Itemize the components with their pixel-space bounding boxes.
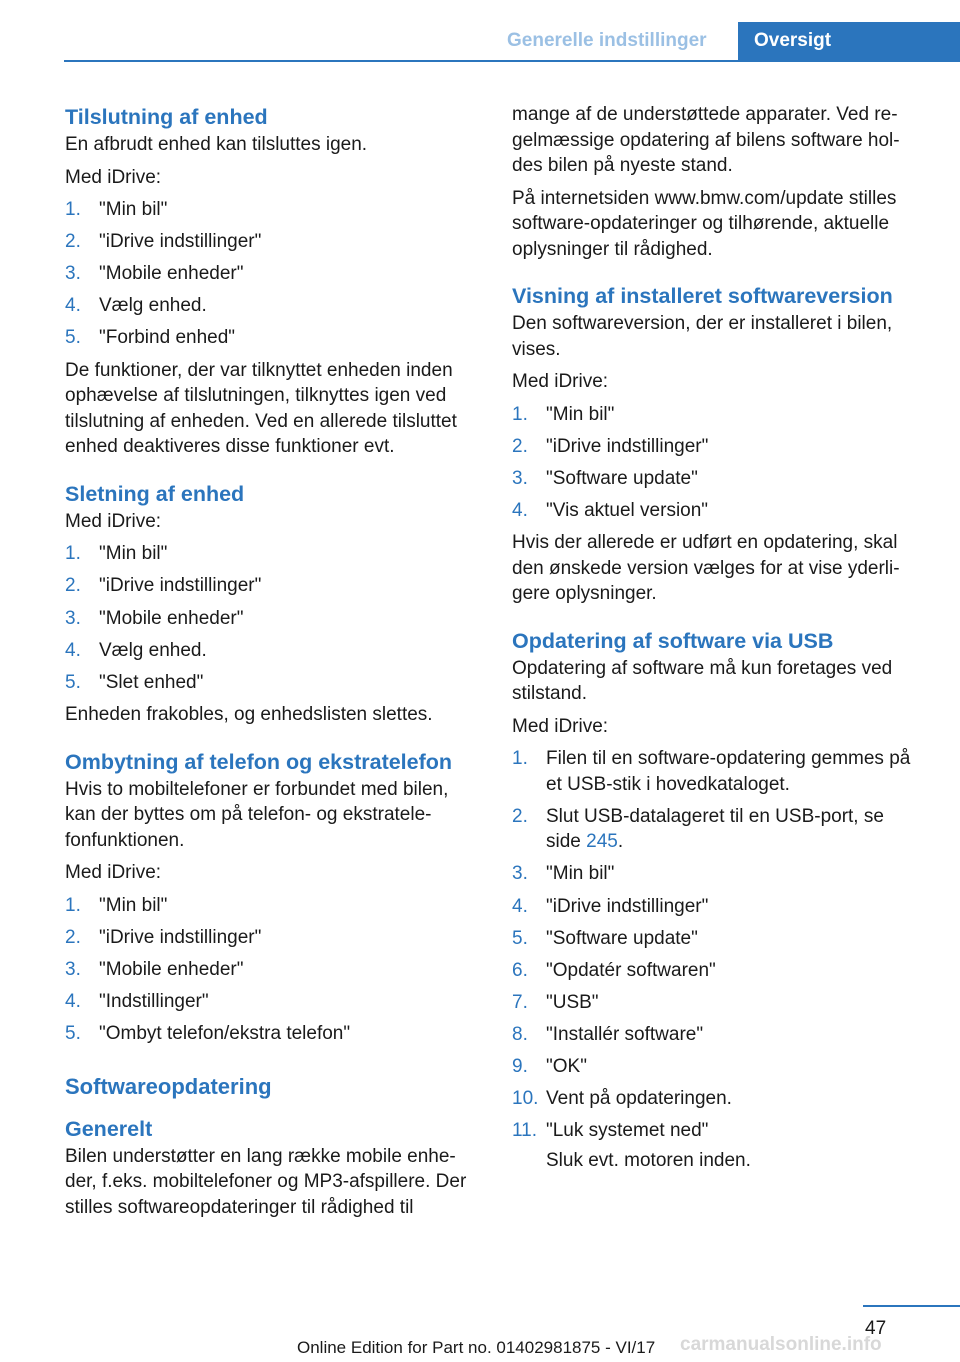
step-number: 5. [512, 927, 528, 949]
step-text: Vælg enhed. [99, 639, 207, 661]
list-item [65, 541, 479, 567]
step-number: 2. [65, 231, 81, 253]
step-text: Slut USB-datalageret til en USB-port, se side [546, 805, 884, 853]
list-item [65, 638, 479, 664]
step-number: 10. [512, 1088, 539, 1110]
step-text: "iDrive indstillinger" [99, 231, 262, 253]
list-item [65, 606, 479, 632]
step-number: 4. [65, 295, 81, 317]
list-item [65, 229, 479, 255]
list-item [512, 1118, 922, 1173]
paragraph: Med iDrive: [512, 371, 609, 392]
steps-list [65, 197, 479, 351]
right-column [512, 102, 922, 1180]
step-number: 2. [512, 805, 528, 827]
step-number: 5. [65, 671, 81, 693]
step-number: 5. [65, 1023, 81, 1045]
list-item [65, 261, 479, 287]
step-number: 2. [512, 435, 528, 457]
steps-list [512, 746, 922, 1173]
list-item [65, 893, 479, 919]
paragraph: Hvis to mobiltelefoner er forbundet med bilen, kan der byttes om på telefon- og ekstratele-fonfunktionen. [65, 778, 449, 851]
step-number: 3. [65, 607, 81, 629]
step-number: 8. [512, 1023, 528, 1045]
step-number: 2. [65, 926, 81, 948]
section-title-sletning: Sletning af enhed [65, 481, 245, 506]
step-text: "Indstillinger" [99, 991, 209, 1013]
list-item [65, 325, 479, 351]
list-item [65, 197, 479, 223]
step-text: "Software update" [546, 467, 698, 489]
step-number: 4. [65, 639, 81, 661]
header-tab-label: Oversigt [754, 30, 832, 51]
page-number: 47 [865, 1318, 887, 1339]
paragraph: Opdatering af software må kun foretages ved stilstand. [512, 657, 893, 705]
step-text: "Mobile enheder" [99, 958, 244, 980]
paragraph: Bilen understøtter en lang række mobile enhe-der, f.eks. mobiltelefoner og MP3-afspillere. Der stilles softwareopdateringer til rådighed til [65, 1145, 467, 1218]
paragraph: En afbrudt enhed kan tilsluttes igen. [65, 134, 368, 155]
step-number: 1. [512, 748, 528, 770]
step-text: Filen til en software-opdatering gemmes på et USB-stik i hovedkataloget. [546, 748, 911, 795]
section-title-ombytning: Ombytning af telefon og ekstratelefon [65, 749, 453, 774]
step-text: "OK" [546, 1056, 587, 1078]
list-item [512, 958, 922, 984]
list-item [65, 989, 479, 1015]
step-number: 9. [512, 1056, 528, 1078]
watermark: carmanualsonline.info [680, 1334, 882, 1355]
header-tab [738, 22, 960, 62]
step-number: 7. [512, 991, 528, 1013]
paragraph: Med iDrive: [512, 715, 609, 737]
left-column [65, 102, 479, 1227]
paragraph: Den softwareversion, der er installeret i bilen, vises. [512, 313, 893, 360]
step-number: 11. [512, 1120, 538, 1142]
step-text: "Min bil" [546, 403, 615, 425]
step-text: "Luk systemet ned" [546, 1120, 709, 1142]
list-item [512, 498, 922, 524]
paragraph: Med iDrive: [65, 862, 162, 884]
list-item [512, 894, 922, 920]
section-title-tilslutning: Tilslutning af enhed [65, 105, 268, 129]
step-text: "Opdatér softwaren" [546, 959, 716, 981]
step-number: 6. [512, 959, 528, 981]
step-text: "Min bil" [99, 199, 168, 220]
step-text: "Installér software" [546, 1023, 704, 1045]
step-number: 1. [65, 543, 81, 565]
list-item [65, 573, 479, 599]
step-number: 1. [65, 894, 81, 916]
paragraph: De funktioner, der var tilknyttet enheden inden ophævelse af tilslutningen, tilknyttes igen ved tilslutning af enheden. Ved en allerede tilsluttet enhed deaktiveres disse funktioner evt. [65, 359, 457, 458]
section-title-generelt: Generelt [65, 1116, 153, 1141]
step-text: Vælg enhed. [99, 295, 207, 317]
step-number: 1. [512, 403, 528, 425]
step-text: Vent på opdateringen. [546, 1088, 732, 1110]
list-item [512, 1054, 922, 1080]
section-title-usb-opdatering: Opdatering af software via USB [512, 628, 834, 653]
list-item [512, 861, 922, 887]
list-item [65, 670, 479, 696]
step-number: 4. [512, 499, 528, 521]
list-item [512, 990, 922, 1016]
step-number: 4. [65, 991, 81, 1013]
paragraph: Med iDrive: [65, 510, 162, 532]
steps-list [65, 541, 479, 695]
step-number: 3. [512, 863, 528, 885]
step-text: "Forbind enhed" [99, 327, 236, 349]
paragraph: mange af de understøttede apparater. Ved re-gelmæssige opdatering af bilens software hol-des bilen på nyeste stand. [512, 104, 900, 176]
step-text: "Software update" [546, 927, 698, 949]
step-text-end: . [617, 831, 624, 853]
step-text: "Slet enhed" [99, 671, 204, 693]
paragraph: Hvis der allerede er udført en opdatering, skal den ønskede version vælges for at vise yderli-gere oplysninger. [512, 532, 900, 605]
step-number: 3. [512, 467, 528, 489]
page-reference-link[interactable]: 245 [586, 831, 618, 853]
list-item [512, 1086, 922, 1112]
step-text: "Vis aktuel version" [546, 499, 709, 521]
list-item [512, 1022, 922, 1048]
step-number: 4. [512, 895, 528, 917]
section-title-visning: Visning af installeret softwareversion [512, 284, 893, 308]
step-subtext: Sluk evt. motoren inden. [546, 1149, 751, 1171]
list-item [65, 1021, 479, 1047]
edition-note: Online Edition for Part no. 01402981875 - VI/17 [297, 1338, 656, 1357]
list-item [65, 957, 479, 983]
step-number: 3. [65, 958, 81, 980]
list-item [512, 746, 922, 797]
step-text: "iDrive indstillinger" [99, 575, 262, 597]
step-text: "iDrive indstillinger" [546, 895, 709, 917]
step-text: "Mobile enheder" [99, 607, 244, 629]
steps-list [512, 402, 922, 524]
header-section-title: Generelle indstillinger [507, 30, 707, 51]
step-text: "Min bil" [99, 543, 168, 565]
step-text: "Min bil" [99, 894, 168, 916]
paragraph: Enheden frakobles, og enhedslisten slettes. [65, 704, 433, 726]
list-item [512, 402, 922, 428]
paragraph: Med iDrive: [65, 166, 162, 188]
step-text: "iDrive indstillinger" [546, 435, 709, 457]
chapter-title-softwareopdatering: Softwareopdatering [65, 1073, 272, 1099]
steps-list [65, 893, 479, 1047]
step-text: "Ombyt telefon/ekstra telefon" [99, 1023, 351, 1045]
list-item [512, 804, 922, 855]
step-text: "Min bil" [546, 863, 615, 885]
step-text: "iDrive indstillinger" [99, 926, 262, 948]
list-item [65, 293, 479, 319]
list-item [512, 926, 922, 952]
step-number: 3. [65, 263, 81, 285]
step-number: 2. [65, 575, 81, 597]
list-item [65, 925, 479, 951]
footer-rule [863, 1305, 960, 1307]
step-number: 1. [65, 199, 81, 220]
paragraph: På internetsiden www.bmw.com/update stilles software-opdateringer og tilhørende, aktuelle oplysninger til rådighed. [512, 187, 897, 260]
list-item [512, 466, 922, 492]
step-number: 5. [65, 327, 81, 349]
step-text: "Mobile enheder" [99, 263, 244, 285]
step-text: "USB" [546, 991, 599, 1013]
list-item [512, 434, 922, 460]
